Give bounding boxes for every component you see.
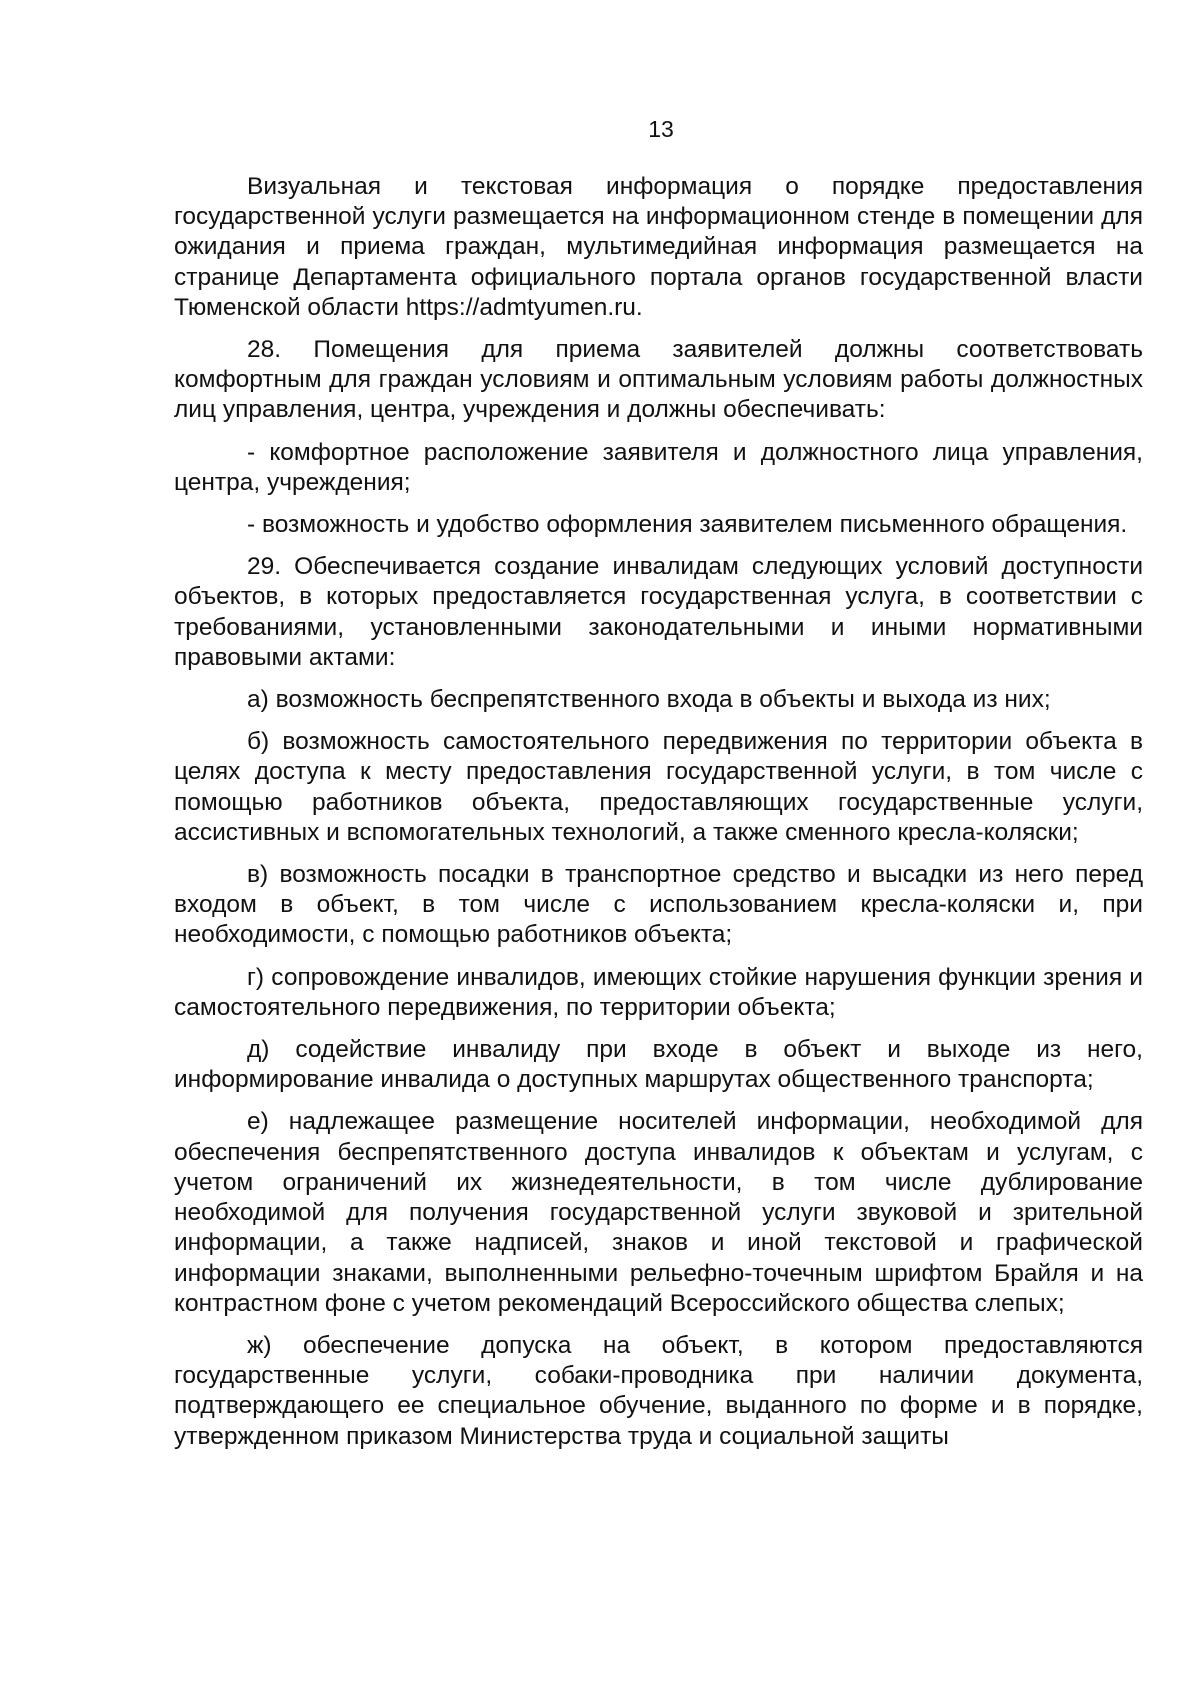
list-item-written-appeal: - возможность и удобство оформления заявителем письменного обращения. [247, 511, 1128, 539]
list-item-d-assistance: д) содействие инвалиду при входе в объект и выходе из него, информирование инвалида о доступных маршрутах общественного транспорта; [174, 1036, 1143, 1094]
document-body [174, 172, 1143, 1452]
list-item-g-escort: г) сопровождение инвалидов, имеющих стойкие нарушения функции зрения и самостоятельного передвижения, по территории объекта; [174, 963, 1143, 1021]
paragraph-28-premises: 28. Помещения для приема заявителей должны соответствовать комфортным для граждан условиям и оптимальным условиям работы должностных лиц управления, центра, учреждения и должны обеспечивать: [174, 336, 1143, 424]
list-item-v-transport: в) возможность посадки в транспортное средство и высадки из него перед входом в объект, в том числе с использованием кресла-коляски и, при необходимости, с помощью работников объекта; [174, 861, 1143, 949]
list-item-a-entrance: а) возможность беспрепятственного входа в объекты и выхода из них; [247, 686, 1051, 714]
list-item-zh-guide-dog: ж) обеспечение допуска на объект, в котором предоставляются государственные услуги, собаки-проводника при наличии документа, подтверждающего ее специальное обучение, выданного по форме и в порядке, утвержденном приказом Министерства труда и социальной защиты [174, 1331, 1143, 1450]
page-number: 13 [648, 116, 674, 142]
paragraph-29-accessibility: 29. Обеспечивается создание инвалидам следующих условий доступности объектов, в которых предоставляется государственная услуга, в соответствии с требованиями, установленными законодательными и иными нормативными правовыми актами: [174, 553, 1143, 671]
list-item-e-information: е) надлежащее размещение носителей информации, необходимой для обеспечения беспрепятственного доступа инвалидов к объектам и услугам, с учетом ограничений их жизнедеятельности, в том числе дублирование необходимой для получения государственной услуги звуковой и зрительной информации, а также надписей, знаков и иной текстовой и графической информации знаками, выполненными рельефно-точечным шрифтом Брайля и на контрастном фоне с учетом рекомендаций Всероссийского общества слепых; [174, 1108, 1143, 1317]
paragraph-visual-info: Визуальная и текстовая информация о порядке предоставления государственной услуги размещается на информационном стенде в помещении для ожидания и приема граждан, мультимедийная информация размещается на странице Департамента официального портала органов государственной власти Тюменской области https://admtyumen.ru. [174, 173, 1143, 321]
list-item-b-movement: б) возможность самостоятельного передвижения по территории объекта в целях доступа к месту предоставления государственной услуги, в том числе с помощью работников объекта, предоставляющих государственные услуги, ассистивных и вспомогательных технологий, а также сменного кресла-коляски; [174, 728, 1143, 846]
list-item-comfortable-location: - комфортное расположение заявителя и должностного лица управления, центра, учреждения; [174, 438, 1143, 496]
